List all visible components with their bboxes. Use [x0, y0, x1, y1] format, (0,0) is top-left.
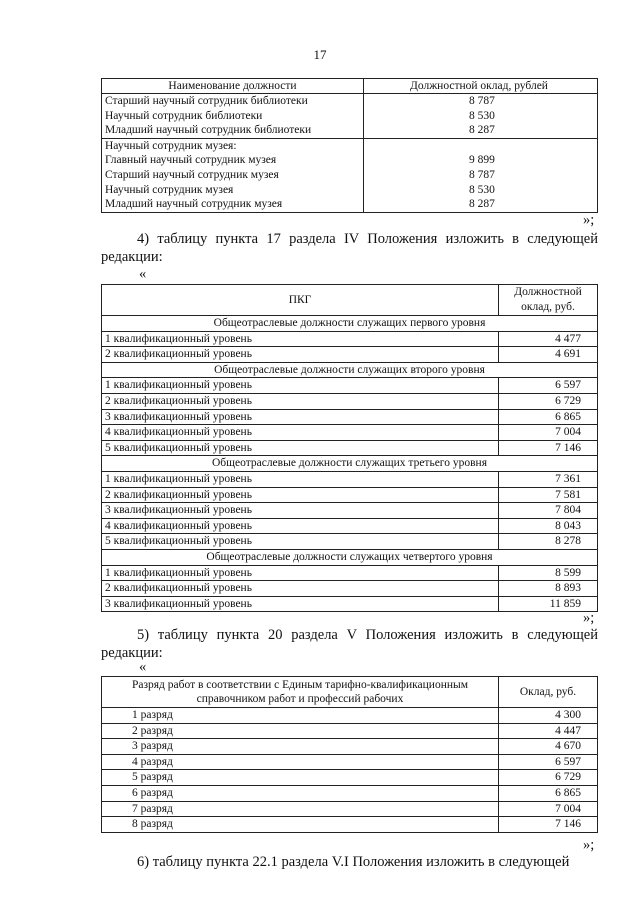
salary-value: 8 287 — [364, 123, 598, 138]
table-row — [102, 347, 598, 363]
closing-quote: »; — [583, 610, 595, 626]
salary-value: 9 899 — [364, 153, 598, 168]
column-header-salary: Оклад, руб. — [499, 677, 598, 708]
position-name: Старший научный сотрудник музея — [102, 168, 364, 183]
salary-value: 8 287 — [364, 197, 598, 212]
salary-value: 11 859 — [499, 596, 598, 612]
salary-value: 7 146 — [499, 817, 598, 833]
qualification-level: 2 квалификационный уровень — [102, 347, 499, 363]
salary-value: 4 670 — [499, 739, 598, 755]
rank-label: 4 разряд — [102, 754, 499, 770]
salary-value: 6 597 — [499, 378, 598, 394]
table-row — [102, 801, 598, 817]
table-row — [102, 378, 598, 394]
table-row — [102, 596, 598, 612]
table-row — [102, 94, 598, 109]
page-number: 17 — [313, 47, 327, 62]
table-row — [102, 123, 598, 138]
salary-value: 6 865 — [499, 409, 598, 425]
rank-label: 3 разряд — [102, 739, 499, 755]
position-name: Научный сотрудник библиотеки — [102, 109, 364, 124]
qualification-level: 5 квалификационный уровень — [102, 534, 499, 550]
closing-quote: »; — [583, 837, 595, 853]
salary-value: 8 530 — [364, 183, 598, 198]
salary-value: 6 729 — [499, 770, 598, 786]
qualification-level: 3 квалификационный уровень — [102, 503, 499, 519]
column-header-salary: Должностной оклад, рублей — [364, 79, 598, 94]
salary-table-pkg — [101, 284, 598, 612]
qualification-level: 4 квалификационный уровень — [102, 425, 499, 441]
table-row — [102, 393, 598, 409]
group-title: Общеотраслевые должности служащих первого уровня — [102, 316, 598, 332]
table-row — [102, 487, 598, 503]
table-row — [102, 197, 598, 212]
table-row — [102, 138, 598, 153]
paragraph-4: 4) таблицу пункта 17 раздела IV Положения изложить в следующей редакции: — [101, 231, 598, 265]
table-row — [102, 440, 598, 456]
position-name: Младший научный сотрудник музея — [102, 197, 364, 212]
salary-value: 7 004 — [499, 801, 598, 817]
table-row — [102, 153, 598, 168]
rank-label: 5 разряд — [102, 770, 499, 786]
paragraph-6: 6) таблицу пункта 22.1 раздела V.I Положения изложить в следующей — [137, 854, 570, 870]
opening-quote: « — [139, 266, 147, 282]
qualification-level: 5 квалификационный уровень — [102, 440, 499, 456]
closing-quote: »; — [583, 212, 595, 228]
salary-value: 4 477 — [499, 331, 598, 347]
salary-value: 8 599 — [499, 565, 598, 581]
column-header-pkg: ПКГ — [102, 285, 499, 316]
salary-value: 8 043 — [499, 518, 598, 534]
salary-value: 7 146 — [499, 440, 598, 456]
qualification-level: 3 квалификационный уровень — [102, 409, 499, 425]
group-title: Общеотраслевые должности служащих четвертого уровня — [102, 549, 598, 565]
table-row — [102, 708, 598, 724]
salary-value: 6 865 — [499, 785, 598, 801]
column-header-rank: Разряд работ в соответствии с Единым тарифно-квалификационным справочником работ и профессий рабочих — [102, 677, 499, 708]
table-row — [102, 754, 598, 770]
table-row — [102, 581, 598, 597]
rank-label: 7 разряд — [102, 801, 499, 817]
opening-quote: « — [139, 659, 147, 675]
table-row — [102, 331, 598, 347]
table-row — [102, 534, 598, 550]
position-name: Научный сотрудник музея — [102, 183, 364, 198]
rank-label: 1 разряд — [102, 708, 499, 724]
salary-value: 4 447 — [499, 723, 598, 739]
salary-table-ranks — [101, 676, 598, 833]
salary-value: 8 530 — [364, 109, 598, 124]
qualification-level: 1 квалификационный уровень — [102, 471, 499, 487]
qualification-level: 4 квалификационный уровень — [102, 518, 499, 534]
salary-value: 4 300 — [499, 708, 598, 724]
rank-label: 2 разряд — [102, 723, 499, 739]
table-row — [102, 471, 598, 487]
table-row — [102, 183, 598, 198]
salary-value: 4 691 — [499, 347, 598, 363]
table-row — [102, 817, 598, 833]
table-row — [102, 109, 598, 124]
salary-value — [364, 138, 598, 153]
position-name: Научный сотрудник музея: — [102, 138, 364, 153]
qualification-level: 1 квалификационный уровень — [102, 378, 499, 394]
salary-value: 7 361 — [499, 471, 598, 487]
salary-value: 7 804 — [499, 503, 598, 519]
salary-table-positions — [101, 78, 598, 213]
table-row — [102, 409, 598, 425]
table-row — [102, 739, 598, 755]
table-row — [102, 565, 598, 581]
qualification-level: 1 квалификационный уровень — [102, 565, 499, 581]
table-row — [102, 723, 598, 739]
qualification-level: 1 квалификационный уровень — [102, 331, 499, 347]
qualification-level: 3 квалификационный уровень — [102, 596, 499, 612]
salary-value: 6 729 — [499, 393, 598, 409]
rank-label: 6 разряд — [102, 785, 499, 801]
salary-value: 8 278 — [499, 534, 598, 550]
qualification-level: 2 квалификационный уровень — [102, 487, 499, 503]
table-row — [102, 168, 598, 183]
qualification-level: 2 квалификационный уровень — [102, 393, 499, 409]
paragraph-5: 5) таблицу пункта 20 раздела V Положения изложить в следующей редакции: — [101, 627, 598, 661]
salary-value: 8 787 — [364, 168, 598, 183]
table-row — [102, 503, 598, 519]
table-row — [102, 770, 598, 786]
salary-value: 8 787 — [364, 94, 598, 109]
column-header-position: Наименование должности — [102, 79, 364, 94]
group-title: Общеотраслевые должности служащих третьего уровня — [102, 456, 598, 472]
table-row — [102, 518, 598, 534]
salary-value: 6 597 — [499, 754, 598, 770]
salary-value: 7 004 — [499, 425, 598, 441]
group-title: Общеотраслевые должности служащих второго уровня — [102, 362, 598, 378]
salary-value: 8 893 — [499, 581, 598, 597]
position-name: Главный научный сотрудник музея — [102, 153, 364, 168]
position-name: Старший научный сотрудник библиотеки — [102, 94, 364, 109]
qualification-level: 2 квалификационный уровень — [102, 581, 499, 597]
column-header-salary: Должностной оклад, руб. — [499, 285, 598, 316]
rank-label: 8 разряд — [102, 817, 499, 833]
table-row — [102, 785, 598, 801]
table-row — [102, 425, 598, 441]
salary-value: 7 581 — [499, 487, 598, 503]
position-name: Младший научный сотрудник библиотеки — [102, 123, 364, 138]
